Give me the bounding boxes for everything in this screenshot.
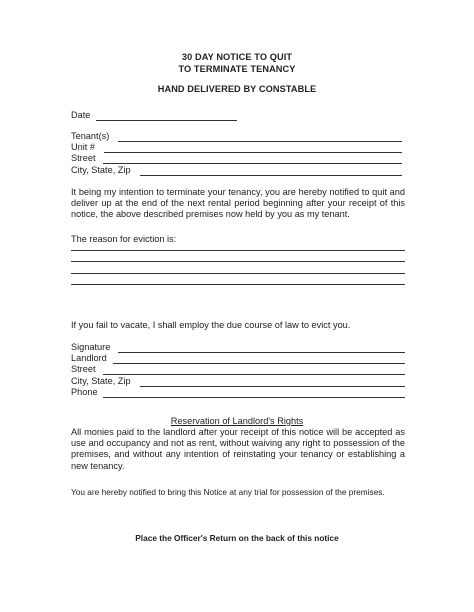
- reservation-heading: Reservation of Landlord's Rights: [170, 416, 304, 426]
- trial-notice: You are hereby notified to bring this Notice at any trial for possession of the premises.: [71, 487, 385, 497]
- street-field-line[interactable]: [103, 163, 402, 164]
- title-line-2: TO TERMINATE TENANCY: [178, 64, 296, 74]
- city-state-zip-label: City, State, Zip: [71, 165, 131, 175]
- landlord-street-label: Street: [71, 364, 96, 374]
- tenants-label: Tenant(s): [71, 131, 110, 141]
- date-label: Date: [71, 110, 91, 120]
- phone-label: Phone: [71, 387, 98, 397]
- reason-line[interactable]: [71, 284, 405, 285]
- unit-field-line[interactable]: [104, 152, 402, 153]
- date-field-line[interactable]: [96, 120, 237, 121]
- street-label: Street: [71, 153, 96, 163]
- landlord-street-field-line[interactable]: [103, 374, 405, 375]
- footer-instruction: Place the Officer's Return on the back of this notice: [135, 533, 339, 543]
- reservation-body: All monies paid to the landlord after your receipt of this notice will be accepted as use and occupancy and not as rent, without waiving any right to possession of the premises, and without any intention of reinstating your tenancy or establishing a new tenancy.: [71, 427, 405, 471]
- tenants-field-line[interactable]: [118, 141, 402, 142]
- phone-field-line[interactable]: [103, 397, 405, 398]
- notice-paragraph: It being my intention to terminate your tenancy, you are hereby notified to quit and deliver up at the end of the next rental period beginning after your receipt of this notice, the above described premises now held by you as my tenant.: [71, 187, 405, 220]
- reason-line[interactable]: [71, 250, 405, 251]
- title-line-1: 30 DAY NOTICE TO QUIT: [181, 52, 293, 62]
- city-state-zip-field-line[interactable]: [140, 175, 402, 176]
- vacate-text: If you fail to vacate, I shall employ the due course of law to evict you.: [71, 320, 351, 330]
- landlord-label: Landlord: [71, 353, 107, 363]
- unit-label: Unit #: [71, 142, 96, 152]
- subtitle: HAND DELIVERED BY CONSTABLE: [157, 84, 317, 94]
- landlord-city-state-zip-field-line[interactable]: [140, 386, 405, 387]
- signature-field-line[interactable]: [118, 352, 405, 353]
- reason-line[interactable]: [71, 273, 405, 274]
- signature-label: Signature: [71, 342, 111, 352]
- landlord-city-state-zip-label: City, State, Zip: [71, 376, 131, 386]
- reason-label: The reason for eviction is:: [71, 234, 177, 244]
- reason-line[interactable]: [71, 261, 405, 262]
- landlord-field-line[interactable]: [113, 363, 405, 364]
